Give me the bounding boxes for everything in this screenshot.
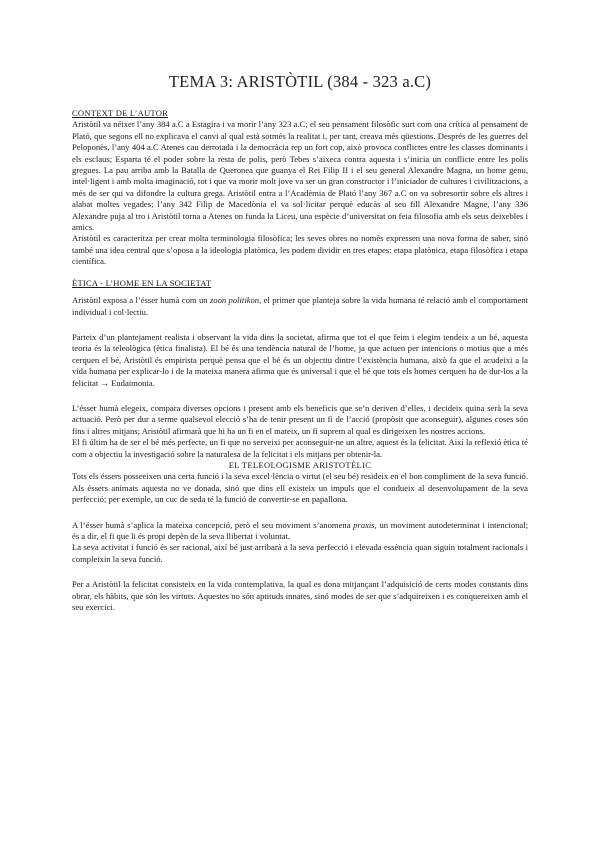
paragraph: Tots els éssers posseeixen una certa funció i la seva excel·lència o virtut (el seu bé) resideix en el bon compliment de la seva funció. Als éssers animats aquesta no ve donada, sinó que dins ell existeix un impuls que el condueix al desenvolupament de la seva perfecció; per exemple, un cuc de seda té la funció de convertir-se en papallona. [72,471,528,505]
section-heading-context: CONTEXT DE L’AUTOR [72,108,169,118]
document-title: TEMA 3: ARISTÒTIL (384 - 323 a.C) [168,72,432,91]
section-heading-etica: ÈTICA - L’HOME EN LA SOCIETAT [72,277,212,288]
paragraph: Aristòtil va néixer l’any 384 a.C a Estagira i va morir l’any 323 a.C; el seu pensament filosòfic surt com una crítica al pensament de Plató, que segons ell no explicava el canvi al qual està sotmès la realitat i, per tant, creava més qüestions. Després de les guerres del Peloponès, l’any 404 a.C Atenes cau derrotada i la democràcia rep un fort cop, això provoca conflictes entre les classes dominants i els esclaus; Esparta té el poder sobre la resta de polis, però Tebes s’aixeca contra aquesta i s’inicia un conflicte entre les polis gregues. La pau arriba amb la Batalla de Queronea que guanya el Rei Filip II i el seu general Alexandre Magna, un home genu, intel·ligent i amb molta imaginació, tot i que va morir molt jove va ser un gran constructor i l’iniciador de cultures i civilitzacions, a més de ser qui va difondre la cultura grega. Aristòtil entra a l’Acadèmia de Plató l’any 367 a.C on va sobresortir sobre els altres i alabat moltes vegades; l’any 342 Filip de Macedònia el va sol·licitar perquè educàs al seu fill Alexandre Magne, l’any 336 Alexandre puja al tro i Aristòtil torna a Atenes on funda la Liceu, una espècie d’universitat on feia filosofia amb els seus deixebles i amics. [72,119,528,233]
paragraph: Aristòtil es caracteritza per crear molta terminologia filosòfica; les seves obres no només expressen una nova forma de saber, sinó també una idea central que s’oposa a la ideologia platònica, les podem dividir en tres etapes: etapa platònica, etapa filosòfica i etapa científica. [72,233,528,267]
paragraph: La seva activitat i funció és ser racional, així bé just arribarà a la seva perfecció i elevada essència quan siguin totalment racionals i compleixin la seva funció. [72,542,528,564]
paragraph: A l’ésser humà s’aplica la mateixa concepció, però el seu moviment s’anomena praxis, un moviment autodeterminat i intencional; és a dir, el fi que li és propi depèn de la seva llibertat i voluntat. [72,519,528,541]
section-heading-teleologisme: EL TELEOLOGISME ARISTOTÈLIC [228,459,372,470]
paragraph: Parteix d’un plantejament realista i observant la vida dins la societat, afirma que tot el que feim i elegim tendeix a un bé, aquesta teoria és la teleològica (ètica finalista). El bé és una tendència natural de l’home, ja que actuen per intencions o motius que a més cerquen el bé, Aristòtil és empirista perquè pensa que el bé és un objectiu dintre l’existència humana, això fa que el acudeixi a la vida humana per explicar-lo i de la mateixa manera afirma que és universal i que el bé que tots els homes cerquen ha de dur-los a la felicitat → Eudaimonia. [72,331,528,388]
paragraph: El fi últim ha de ser el bé més perfecte, un fi que no serveixi per aconseguir-ne un altre, aquest és la felicitat. Així la reflexió ètica té com a objectiu la investigació sobre la naturalesa de la felicitat i els mitjans per obtenir-la. [72,437,528,459]
emphasis-term: zoon politikon [209,295,260,306]
paragraph: L’ésser humà elegeix, compara diverses opcions i present amb els beneficis que se’n deriven d’elles, i decideix quina serà la seva actuació. Però per dur a terme qualsevol elecció s’ha de tenir present un fi de l’acció (propòsit que aconseguir), algunes coses són fins i altres mitjans; Aristòtil afirmarà que hi ha un fi en el mateix, un fi suprem al qual es dirigeixen les nostres accions. [72,402,528,436]
paragraph: Aristòtil exposa a l’ésser humà com un zoon politikon, el primer que planteja sobre la vida humana té relació amb el comportament individual i col·lectiu. [72,295,528,317]
emphasis-term: praxis [353,519,375,530]
paragraph: Per a Aristòtil la felicitat consisteix en la vida contemplativa, la qual es dona mitjançant l’adquisició de certs modes constants dins obrar, els hàbits, que són les virtuts. Aquestes no són aptituds innates, sinó modes de ser que s’adquireixen i es conquereixen amb el seu exercici. [72,579,528,613]
document-body [72,108,528,613]
